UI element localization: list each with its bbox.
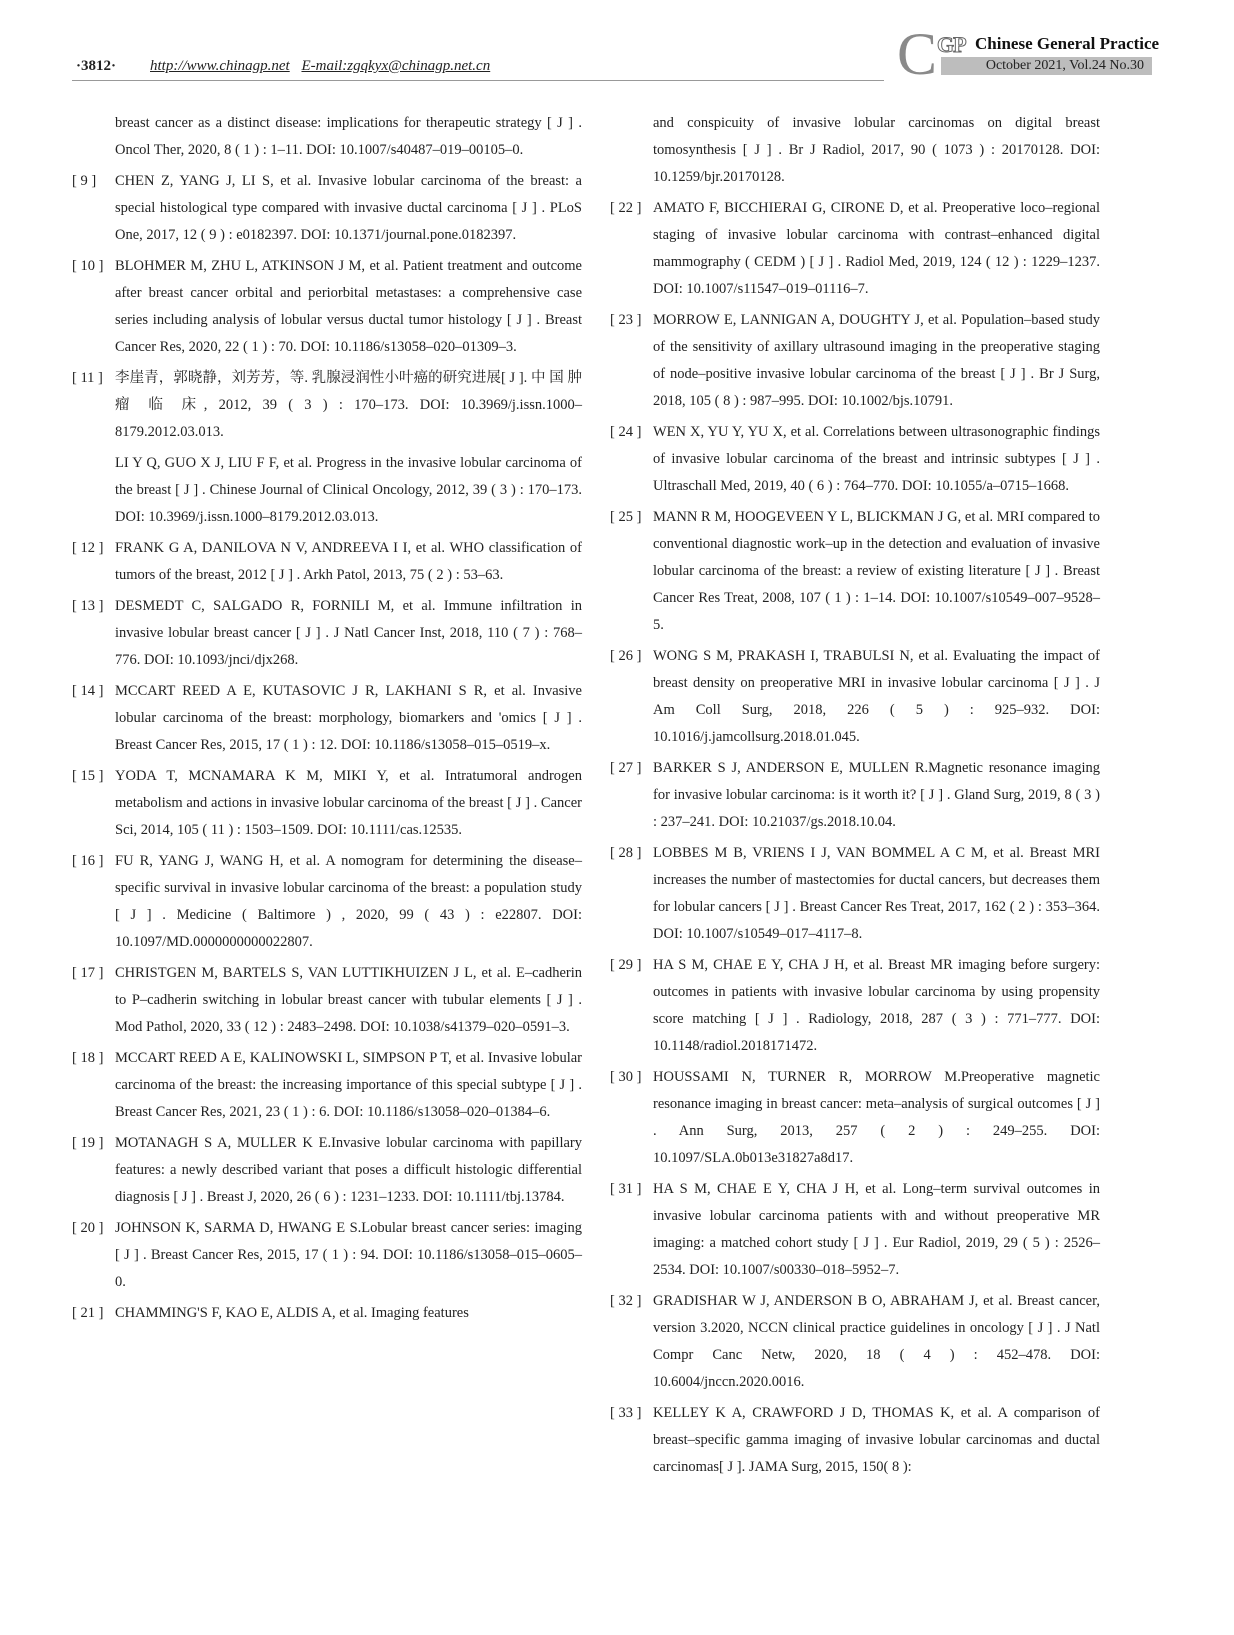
reference-number: [ 10 ] — [72, 258, 104, 274]
reference-number: [ 23 ] — [610, 312, 642, 328]
reference-item — [610, 643, 1100, 751]
reference-number: [ 33 ] — [610, 1405, 642, 1421]
journal-issue: October 2021, Vol.24 No.30 — [941, 57, 1152, 75]
reference-item — [610, 755, 1100, 836]
reference-text: HA S M, CHAE E Y, CHA J H, et al. Breast MR imaging before surgery: outcomes in patients with invasive lobular carcinoma by using propensity score matching [ J ] . Radiology, 2018, 287 ( 3 ) : 771–777. DOI: 10.1148/radiol.2018171472. — [653, 957, 1100, 1054]
reference-item — [72, 1300, 582, 1327]
journal-name: Chinese General Practice — [975, 34, 1160, 53]
reference-number: [ 28 ] — [610, 845, 642, 861]
reference-text: MCCART REED A E, KALINOWSKI L, SIMPSON P T, et al. Invasive lobular carcinoma of the breast: the increasing importance of this special subtype [ J ] . Breast Cancer Res, 2021, 23 ( 1 ) : 6. DOI: 10.1186/s13058–020–01384–6. — [115, 1050, 582, 1120]
reference-text: MORROW E, LANNIGAN A, DOUGHTY J, et al. Population–based study of the sensitivity of axillary ultrasound imaging in the preoperative staging of node–positive invasive lobular carcinoma of the breast [ J ] . Br J Surg, 2018, 105 ( 8 ) : 987–995. DOI: 10.1002/bjs.10791. — [653, 312, 1100, 409]
reference-number: [ 16 ] — [72, 853, 104, 869]
reference-number: [ 15 ] — [72, 768, 104, 784]
journal-logo — [897, 21, 1160, 87]
reference-item — [72, 1045, 582, 1126]
reference-text: CHEN Z, YANG J, LI S, et al. Invasive lobular carcinoma of the breast: a special histological type compared with invasive ductal carcinoma [ J ] . PLoS One, 2017, 12 ( 9 ) : e0182397. DOI: 10.1371/journal.pone.0182397. — [115, 173, 582, 243]
reference-item — [610, 504, 1100, 639]
reference-item — [72, 593, 582, 674]
journal-url-link[interactable]: http://www.chinagp.net — [150, 58, 290, 74]
reference-item — [72, 1215, 582, 1296]
reference-text: MOTANAGH S A, MULLER K E.Invasive lobular carcinoma with papillary features: a newly described variant that poses a difficult histologic differential diagnosis [ J ] . Breast J, 2020, 26 ( 6 ) : 1231–1233. DOI: 10.1111/tbj.13784. — [115, 1135, 582, 1205]
reference-item — [72, 168, 582, 249]
reference-item — [72, 450, 582, 531]
reference-number: [ 22 ] — [610, 200, 642, 216]
header-contact — [150, 58, 490, 75]
reference-text: YODA T, MCNAMARA K M, MIKI Y, et al. Intratumoral androgen metabolism and actions in invasive lobular carcinoma of the breast [ J ] . Cancer Sci, 2014, 105 ( 11 ) : 1503–1509. DOI: 10.1111/cas.12535. — [115, 768, 582, 838]
reference-item — [610, 1288, 1100, 1396]
reference-number: [ 17 ] — [72, 965, 104, 981]
reference-item — [610, 419, 1100, 500]
reference-text: breast cancer as a distinct disease: implications for therapeutic strategy [ J ] . Oncol Ther, 2020, 8 ( 1 ) : 1–11. DOI: 10.1007/s40487–019–00105–0. — [115, 115, 582, 158]
reference-text: CHRISTGEN M, BARTELS S, VAN LUTTIKHUIZEN J L, et al. E–cadherin to P–cadherin switching in lobular breast cancer with tubular elements [ J ] . Mod Pathol, 2020, 33 ( 12 ) : 2483–2498. DOI: 10.1038/s41379–020–0591–3. — [115, 965, 582, 1035]
reference-text: CHAMMING'S F, KAO E, ALDIS A, et al. Imaging features — [115, 1305, 469, 1321]
reference-item — [72, 848, 582, 956]
reference-item — [610, 952, 1100, 1060]
reference-item — [72, 960, 582, 1041]
reference-column-left — [72, 110, 582, 1327]
reference-number: [ 24 ] — [610, 424, 642, 440]
reference-text: GRADISHAR W J, ANDERSON B O, ABRAHAM J, et al. Breast cancer, version 3.2020, NCCN clinical practice guidelines in oncology [ J ] . J Natl Compr Canc Netw, 2020, 18 ( 4 ) : 452–478. DOI: 10.6004/jnccn.2020.0016. — [653, 1293, 1100, 1390]
reference-text: BLOHMER M, ZHU L, ATKINSON J M, et al. Patient treatment and outcome after breast cancer orbital and periorbital metastases: a comprehensive case series including analysis of lobular versus ductal tumor histology [ J ] . Breast Cancer Res, 2020, 22 ( 1 ) : 70. DOI: 10.1186/s13058–020–01309–3. — [115, 258, 582, 355]
reference-text: and conspicuity of invasive lobular carcinomas on digital breast tomosynthesis [ J ] . Br J Radiol, 2017, 90 ( 1073 ) : 20170128. DOI: 10.1259/bjr.20170128. — [653, 115, 1100, 185]
reference-number: [ 9 ] — [72, 173, 97, 189]
reference-number: [ 25 ] — [610, 509, 642, 525]
reference-text: AMATO F, BICCHIERAI G, CIRONE D, et al. Preoperative loco–regional staging of invasive lobular carcinoma with contrast–enhanced digital mammography ( CEDM ) [ J ] . Radiol Med, 2019, 124 ( 12 ) : 1229–1237. DOI: 10.1007/s11547–019–01116–7. — [653, 200, 1100, 297]
reference-item — [72, 253, 582, 361]
reference-number: [ 20 ] — [72, 1220, 104, 1236]
header-rule — [72, 80, 884, 81]
reference-number: [ 30 ] — [610, 1069, 642, 1085]
reference-item — [72, 110, 582, 164]
reference-item — [72, 535, 582, 589]
reference-number: [ 11 ] — [72, 370, 103, 386]
reference-text: LI Y Q, GUO X J, LIU F F, et al. Progress in the invasive lobular carcinoma of the breast [ J ] . Chinese Journal of Clinical Oncology, 2012, 39 ( 3 ) : 170–173. DOI: 10.3969/j.issn.1000–8179.2012.03.013. — [115, 455, 582, 525]
reference-item — [72, 678, 582, 759]
reference-number: [ 13 ] — [72, 598, 104, 614]
reference-text: 李崖青，郭晓静，刘芳芳，等. 乳腺浸润性小叶癌的研究进展[ J ]. 中 国 肿 瘤 临 床, 2012, 39 ( 3 ) : 170–173. DOI: 10.3969/j.issn.1000–8179.2012.03.013. — [115, 370, 582, 440]
reference-item — [610, 1064, 1100, 1172]
journal-email-link[interactable]: E-mail:zgqkyx@chinagp.net.cn — [301, 58, 491, 74]
reference-text: FU R, YANG J, WANG H, et al. A nomogram for determining the disease–specific survival in invasive lobular carcinoma of the breast: a population study [ J ] . Medicine ( Baltimore ) , 2020, 99 ( 43 ) : e22807. DOI: 10.1097/MD.0000000000022807. — [115, 853, 582, 950]
reference-number: [ 27 ] — [610, 760, 642, 776]
reference-number: [ 18 ] — [72, 1050, 104, 1066]
logo-gp: GP — [937, 32, 966, 57]
reference-text: HOUSSAMI N, TURNER R, MORROW M.Preoperative magnetic resonance imaging in breast cancer: meta–analysis of surgical outcomes [ J ] . Ann Surg, 2013, 257 ( 2 ) : 249–255. DOI: 10.1097/SLA.0b013e31827a8d17. — [653, 1069, 1100, 1166]
page-header — [72, 21, 1160, 87]
reference-text: DESMEDT C, SALGADO R, FORNILI M, et al. Immune infiltration in invasive lobular breast cancer [ J ] . J Natl Cancer Inst, 2018, 110 ( 7 ) : 768–776. DOI: 10.1093/jnci/djx268. — [115, 598, 582, 668]
reference-text: KELLEY K A, CRAWFORD J D, THOMAS K, et al. A comparison of breast–specific gamma imaging of invasive lobular carcinomas and ductal carcinomas[ J ]. JAMA Surg, 2015, 150( 8 ): — [653, 1405, 1100, 1475]
reference-item — [610, 1400, 1100, 1481]
reference-number: [ 32 ] — [610, 1293, 642, 1309]
reference-number: [ 19 ] — [72, 1135, 104, 1151]
reference-text: LOBBES M B, VRIENS I J, VAN BOMMEL A C M, et al. Breast MRI increases the number of mastectomies for ductal cancers, but decreases them for lobular cancers [ J ] . Breast Cancer Res Treat, 2017, 162 ( 2 ) : 353–364. DOI: 10.1007/s10549–017–4117–8. — [653, 845, 1100, 942]
reference-text: FRANK G A, DANILOVA N V, ANDREEVA I I, et al. WHO classification of tumors of the breast, 2012 [ J ] . Arkh Patol, 2013, 75 ( 2 ) : 53–63. — [115, 540, 582, 583]
reference-number: [ 29 ] — [610, 957, 642, 973]
reference-item — [610, 110, 1100, 191]
reference-item — [72, 365, 582, 446]
reference-text: WEN X, YU Y, YU X, et al. Correlations between ultrasonographic findings of invasive lobular carcinoma of the breast and intrinsic subtypes [ J ] . Ultraschall Med, 2019, 40 ( 6 ) : 764–770. DOI: 10.1055/a–0715–1668. — [653, 424, 1100, 494]
reference-item — [610, 195, 1100, 303]
reference-number: [ 12 ] — [72, 540, 104, 556]
reference-item — [72, 763, 582, 844]
reference-text: MANN R M, HOOGEVEEN Y L, BLICKMAN J G, et al. MRI compared to conventional diagnostic work–up in the detection and evaluation of invasive lobular carcinoma of the breast: a review of existing literature [ J ] . Breast Cancer Res Treat, 2008, 107 ( 1 ) : 1–14. DOI: 10.1007/s10549–007–9528–5. — [653, 509, 1100, 633]
reference-item — [610, 1176, 1100, 1284]
reference-text: WONG S M, PRAKASH I, TRABULSI N, et al. Evaluating the impact of breast density on preoperative MRI in invasive lobular carcinoma [ J ] . J Am Coll Surg, 2018, 226 ( 5 ) : 925–932. DOI: 10.1016/j.jamcollsurg.2018.01.045. — [653, 648, 1100, 745]
page-number: ·3812· — [76, 58, 117, 74]
reference-item — [610, 307, 1100, 415]
reference-column-right — [610, 110, 1100, 1481]
reference-text: HA S M, CHAE E Y, CHA J H, et al. Long–term survival outcomes in invasive lobular carcinoma patients with and without preoperative MR imaging: a matched cohort study [ J ] . Eur Radiol, 2019, 29 ( 5 ) : 2526–2534. DOI: 10.1007/s00330–018–5952–7. — [653, 1181, 1100, 1278]
logo-letter: C — [897, 21, 938, 87]
reference-text: MCCART REED A E, KUTASOVIC J R, LAKHANI S R, et al. Invasive lobular carcinoma of the breast: morphology, biomarkers and 'omics [ J ] . Breast Cancer Res, 2015, 17 ( 1 ) : 12. DOI: 10.1186/s13058–015–0519–x. — [115, 683, 582, 753]
reference-number: [ 26 ] — [610, 648, 642, 664]
reference-text: BARKER S J, ANDERSON E, MULLEN R.Magnetic resonance imaging for invasive lobular carcinoma: is it worth it? [ J ] . Gland Surg, 2019, 8 ( 3 ) : 237–241. DOI: 10.21037/gs.2018.10.04. — [653, 760, 1100, 830]
reference-number: [ 31 ] — [610, 1181, 642, 1197]
reference-item — [72, 1130, 582, 1211]
reference-item — [610, 840, 1100, 948]
reference-number: [ 21 ] — [72, 1305, 104, 1321]
reference-number: [ 14 ] — [72, 683, 104, 699]
reference-text: JOHNSON K, SARMA D, HWANG E S.Lobular breast cancer series: imaging [ J ] . Breast Cancer Res, 2015, 17 ( 1 ) : 94. DOI: 10.1186/s13058–015–0605–0. — [115, 1220, 582, 1290]
